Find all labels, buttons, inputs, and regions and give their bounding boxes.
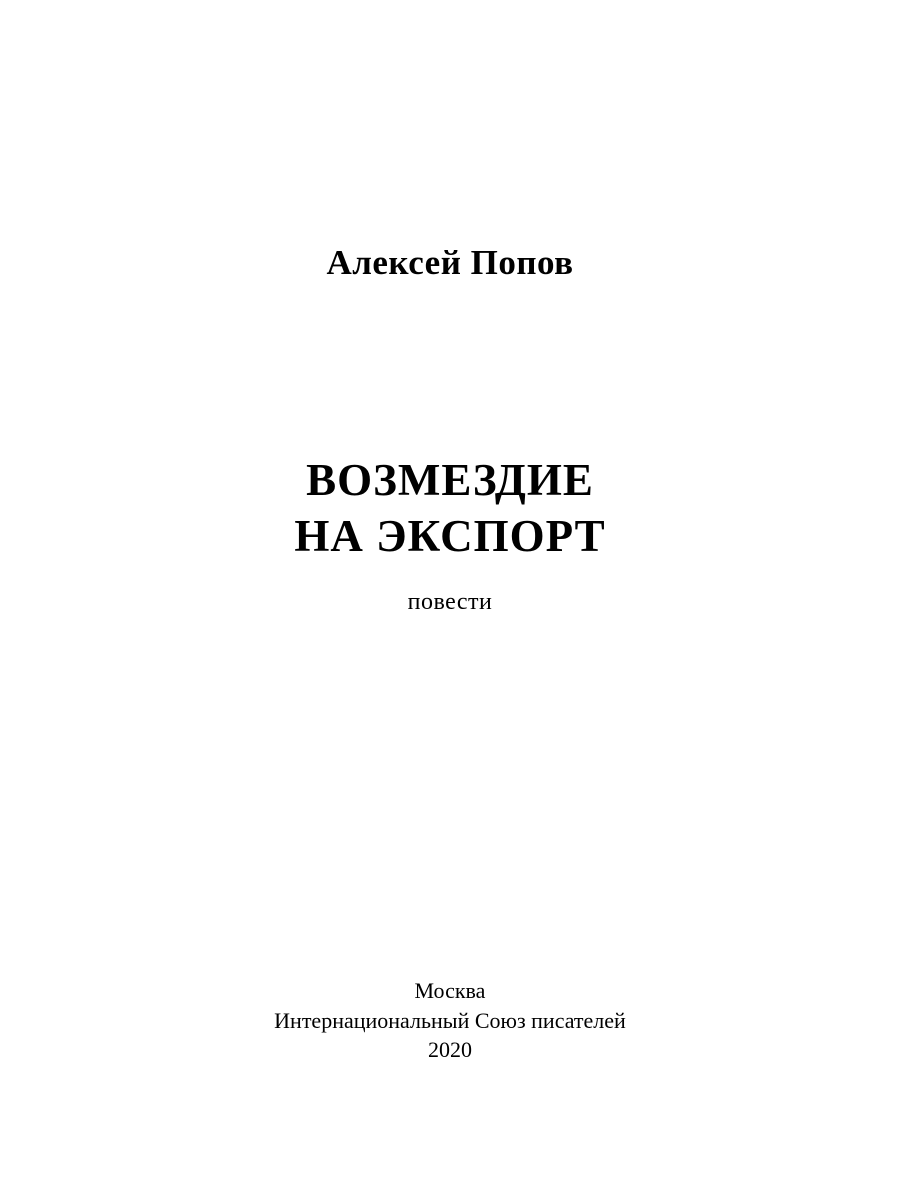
title-block	[0, 452, 900, 616]
book-subtitle: повести	[407, 588, 493, 615]
imprint-publisher: Интернациональный Союз писателей	[274, 1007, 626, 1033]
book-title-line-2: НА ЭКСПОРТ	[294, 511, 606, 562]
imprint-block	[0, 976, 900, 1065]
imprint-city: Москва	[414, 978, 486, 1003]
imprint-year: 2020	[428, 1037, 472, 1063]
book-title-line-1: ВОЗМЕЗДИЕ	[306, 455, 594, 505]
author-name: Алексей Попов	[326, 243, 574, 282]
